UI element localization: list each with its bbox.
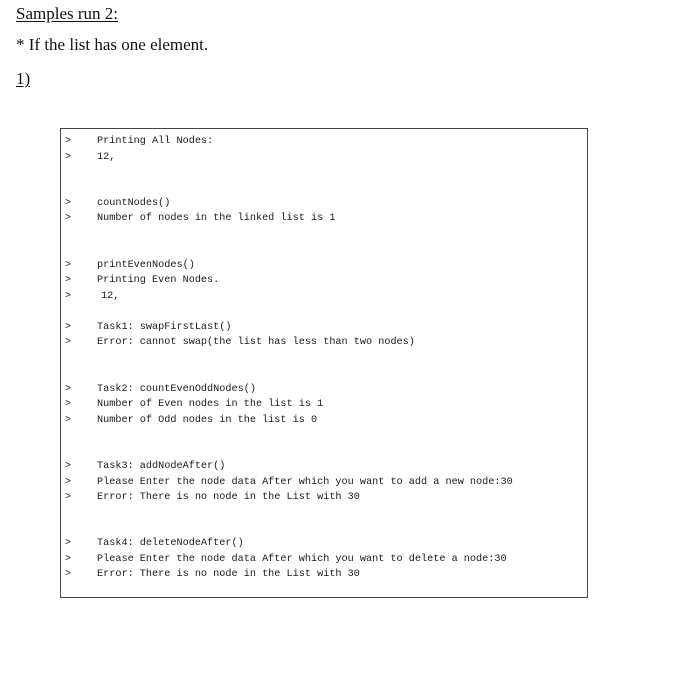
console-text: Number of nodes in the linked list is 1 bbox=[97, 213, 336, 224]
console-text: Printing All Nodes: bbox=[97, 136, 214, 147]
prompt-icon: > bbox=[65, 152, 72, 163]
console-text: Task3: addNodeAfter() bbox=[97, 461, 226, 472]
page-title: Samples run 2: bbox=[16, 4, 118, 23]
console-text: Error: cannot swap(the list has less than two nodes) bbox=[97, 337, 415, 348]
prompt-icon: > bbox=[65, 415, 72, 426]
console-text: Number of Even nodes in the list is 1 bbox=[97, 399, 324, 410]
console-text: Number of Odd nodes in the list is 0 bbox=[97, 415, 318, 426]
prompt-icon: > bbox=[65, 260, 72, 271]
console-text: Please Enter the node data After which you want to add a new node:30 bbox=[97, 477, 513, 488]
console-text: printEvenNodes() bbox=[97, 260, 195, 271]
prompt-icon: > bbox=[65, 136, 72, 147]
console-text: 12, bbox=[101, 291, 120, 302]
console-text: countNodes() bbox=[97, 198, 171, 209]
case-label: 1) bbox=[16, 69, 31, 88]
console-text: Task4: deleteNodeAfter() bbox=[97, 538, 244, 549]
prompt-icon: > bbox=[65, 322, 72, 333]
console-text: Task2: countEvenOddNodes() bbox=[97, 384, 256, 395]
prompt-icon: > bbox=[65, 384, 72, 395]
prompt-icon: > bbox=[65, 554, 72, 565]
console-output-box bbox=[60, 128, 588, 598]
prompt-icon: > bbox=[65, 477, 72, 488]
console-text: Error: There is no node in the List with 30 bbox=[97, 569, 360, 580]
console-text: Task1: swapFirstLast() bbox=[97, 322, 232, 333]
console-text: Printing Even Nodes. bbox=[97, 275, 220, 286]
prompt-icon: > bbox=[65, 538, 72, 549]
condition-note: * If the list has one element. bbox=[16, 35, 209, 54]
prompt-icon: > bbox=[65, 399, 72, 410]
prompt-icon: > bbox=[65, 213, 72, 224]
console-text: Please Enter the node data After which you want to delete a node:30 bbox=[97, 554, 507, 565]
console-text: 12, bbox=[97, 152, 116, 163]
prompt-icon: > bbox=[65, 198, 72, 209]
prompt-icon: > bbox=[65, 569, 72, 580]
prompt-icon: > bbox=[65, 291, 72, 302]
prompt-icon: > bbox=[65, 337, 72, 348]
prompt-icon: > bbox=[65, 492, 72, 503]
console-text: Error: There is no node in the List with 30 bbox=[97, 492, 360, 503]
prompt-icon: > bbox=[65, 275, 72, 286]
prompt-icon: > bbox=[65, 461, 72, 472]
